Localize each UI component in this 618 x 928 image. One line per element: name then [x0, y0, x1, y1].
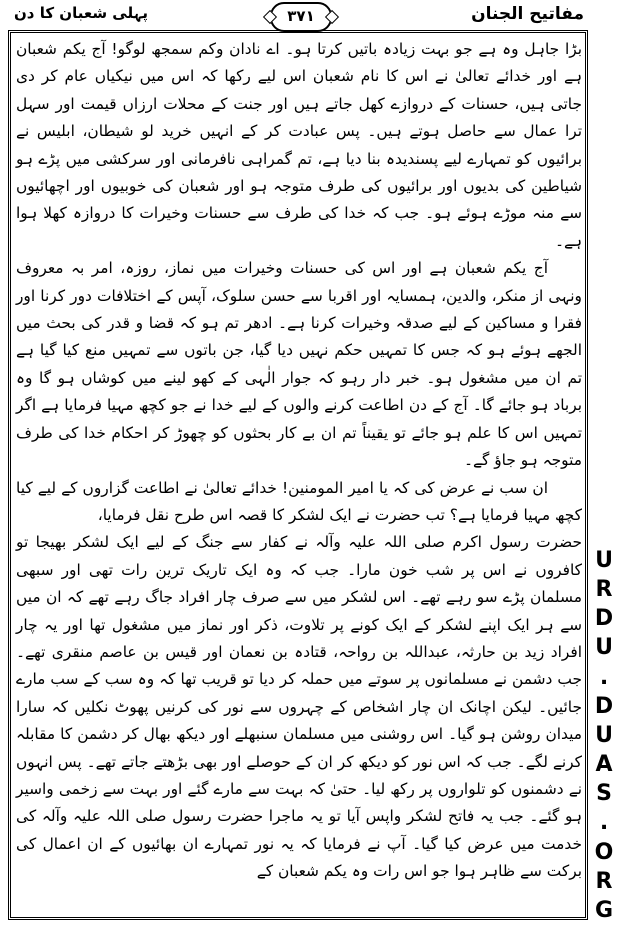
site-watermark: [590, 548, 618, 924]
page-header: [8, 2, 588, 30]
watermark-letter: .: [599, 664, 609, 690]
watermark-letter: D: [594, 606, 614, 632]
watermark-letter: A: [595, 752, 613, 778]
body-text: [16, 36, 582, 914]
watermark-letter: .: [599, 810, 609, 836]
watermark-letter: S: [596, 781, 612, 807]
book-title: مفاتیح الجنان: [471, 4, 584, 24]
watermark-letter: U: [595, 722, 613, 748]
page-number: ۳۷۱: [270, 2, 332, 32]
paragraph-1: بڑا جاہل وہ ہے جو بہت زیادہ باتیں کرتا ہو۔ اے نادان وکم سمجھ لوگو! آج یکم شعبان ہے اور خدائے تعالیٰ نے اس کا نام شعبان اس لیے رکھا کہ اس میں نیکیاں عام کر دی جاتی ہیں، حسنات کے دروازے کھل جاتے ہیں اور جنت کے محلات ارزاں قیمت اور سہل ترا عمال سے حاصل ہوتے ہیں۔ پس عبادت کر کے انہیں خرید لو شیطان، ابلیس نے برائیوں کو تمہارے لیے پسندیدہ بنا دیا ہے، تم گمراہی نافرمانی اور سرکشی میں پڑے ہو شیاطین کی بدیوں اور برائیوں کی طرف متوجہ ہو اور شعبان کی خوبیوں اور اچھائیوں سے منہ موڑے ہوئے ہو۔ جب کہ خدا کی طرف سے حسنات وخیرات کا دروازہ کھلا ہوا ہے۔: [16, 40, 582, 250]
paragraph-3: ان سب نے عرض کی کہ یا امیر المومنین! خدائے تعالیٰ نے اطاعت گزاروں کے لیے کیا کچھ مہیا فرمایا ہے؟ تب حضرت نے ایک لشکر کا قصہ اس طرح نقل فرمایا،: [16, 478, 582, 524]
watermark-letter: D: [594, 693, 614, 719]
watermark-letter: R: [595, 577, 613, 603]
section-title: پہلی شعبان کا دن: [14, 4, 149, 22]
paragraph-2: آج یکم شعبان ہے اور اس کی حسنات وخیرات میں نماز، روزہ، امر بہ معروف ونہی از منکر، والدین، ہمسایہ اور اقربا سے حسن سلوک، آپس کے اختلافات دور کرنا اور فقرا و مساکین کے لیے صدقہ وخیرات کرنا ہے۔ ادھر تم ہو کہ قضا و قدر کی بحث میں الجھے ہوئے ہو کہ جس کا تمہیں حکم نہیں دیا گیا، جن باتوں سے تمہیں منع کیا گیا ہے تم ان میں مشغول ہو۔ خبر دار رہو کہ جوار الٰہی کے کھو لینے میں کوشاں ہو گا وہ برباد ہو جائے گا۔ آج کے دن اطاعت کرنے والوں کے لیے خدا نے جو کچھ مہیا فرمایا ہے اگر تمہیں اس کا علم ہو جائے تو یقیناً تم ان بے کار بحثوں کو چھوڑ کر احکام خدا کی طرف متوجہ ہو جاؤ گے۔: [16, 259, 582, 470]
watermark-letter: R: [595, 868, 613, 894]
watermark-letter: U: [595, 548, 613, 573]
watermark-letter: O: [594, 839, 614, 865]
watermark-letter: G: [594, 897, 614, 923]
paragraph-4: حضرت رسول اکرم صلی اللہ علیہ وآلہ نے کفار سے جنگ کے لیے ایک لشکر بھیجا تو کافروں نے اس پر شب خون مارا۔ جب کہ وہ ایک تاریک ترین رات تھی اور سبھی مسلمان پڑے سو رہے تھے۔ اس لشکر میں سے صرف چار افراد جاگ رہے تھے کہ ان میں سے ہر ایک اپنے لشکر کے ایک کونے پر تلاوت، ذکر اور نماز میں مشغول تھا اور یہ چار افراد زید بن حارثہ، عبداللہ بن رواحہ، قتادہ بن نعمان اور قیس بن عاصم منقری تھے۔ جب دشمن نے مسلمانوں پر سوتے میں حملہ کر دیا تو قریب تھا کہ وہ سب کے سب مارے جائیں۔ لیکن اچانک ان چار اشخاص کے چہروں سے نور کی کرنیں پھوٹ نکلیں کہ سارا میدان روشن ہو گیا۔ اس روشنی میں مسلمان سنبھلے اور دیکھ بھال کر دشمن کا مقابلہ کرنے لگے۔ جب کہ اس نور کو دیکھ کر ان کے حوصلے اور بھی بڑھتے جاتے تھے۔ پس انہوں نے دشمنوں کو تلواروں پر رکھ لیا۔ حتیٰ کہ بہت سے مارے گئے اور بہت سے زخمی واسیر ہو گئے۔ جب یہ فاتح لشکر واپس آیا تو یہ ماجرا حضرت رسول صلی اللہ علیہ وآلہ کی خدمت میں عرض کیا گیا۔ آپ نے فرمایا کہ یہ نور تمہارے ان بھائیوں کے ان اعمال کی برکت سے ظاہر ہوا جو اس رات وہ یکم شعبان کے: [16, 533, 582, 881]
watermark-letter: U: [595, 635, 613, 661]
